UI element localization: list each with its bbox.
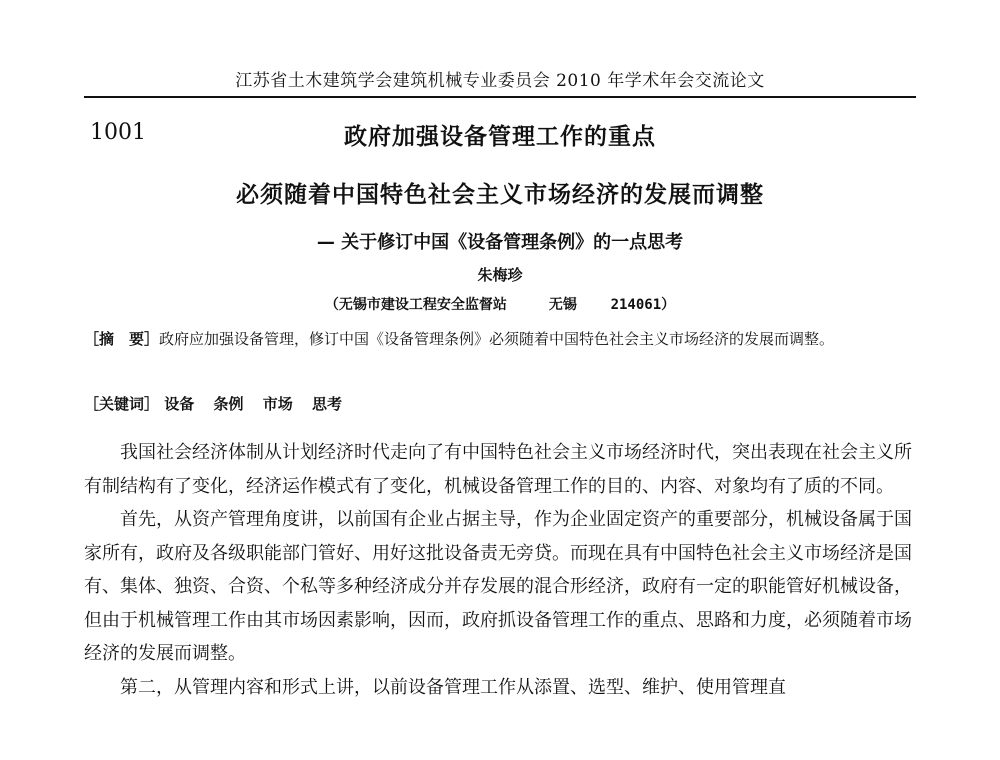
- abstract-text: 政府应加强设备管理，修订中国《设备管理条例》必须随着中国特色社会主义市场经济的发展而调整。: [159, 330, 835, 348]
- author-affiliation: [0, 294, 1000, 314]
- paper-subtitle: — 关于修订中国《设备管理条例》的一点思考: [316, 232, 684, 253]
- body-paragraph: 首先，从资产管理角度讲，以前国有企业占据主导，作为企业固定资产的重要部分，机械设备属于国家所有，政府及各级职能部门管好、用好这批设备责无旁贷。而现在具有中国特色社会主义市场经济是国有、集体、独资、合资、个私等多种经济成分并存发展的混合形经济，政府有一定的职能管好机械设备，但由于机械管理工作由其市场因素影响，因而，政府抓设备管理工作的重点、思路和力度，必须随着市场经济的发展而调整。: [84, 509, 912, 664]
- keywords: [84, 393, 912, 414]
- affiliation-city: 无锡: [548, 297, 577, 313]
- conference-header: 江苏省土木建筑学会建筑机械专业委员会 2010 年学术年会交流论文: [235, 71, 765, 91]
- keywords-label: ［关键词］: [84, 395, 160, 413]
- affiliation-org: （无锡市建设工程安全监督站: [324, 297, 507, 313]
- keyword: 市场: [262, 395, 293, 413]
- affiliation-postcode: 214061）: [610, 297, 676, 313]
- paper-title-line-1: 政府加强设备管理工作的重点: [344, 124, 656, 150]
- author-name: 朱梅珍: [477, 266, 523, 284]
- body-paragraph: 我国社会经济体制从计划经济时代走向了有中国特色社会主义市场经济时代，突出表现在社会主义所有制结构有了变化，经济运作模式有了变化，机械设备管理工作的目的、内容、对象均有了质的不同。: [84, 442, 912, 497]
- paper-title-line-2: 必须随着中国特色社会主义市场经济的发展而调整: [236, 182, 764, 208]
- body-text: [84, 436, 912, 704]
- abstract: [84, 325, 912, 353]
- keyword: 条例: [213, 395, 244, 413]
- abstract-label: ［摘 要］: [84, 330, 160, 348]
- keyword: 设备: [164, 395, 195, 413]
- keyword: 思考: [312, 395, 343, 413]
- header-rule: [84, 96, 916, 98]
- paper-number: 1001: [90, 120, 146, 145]
- body-paragraph: 第二，从管理内容和形式上讲，以前设备管理工作从添置、选型、维护、使用管理直: [120, 676, 786, 698]
